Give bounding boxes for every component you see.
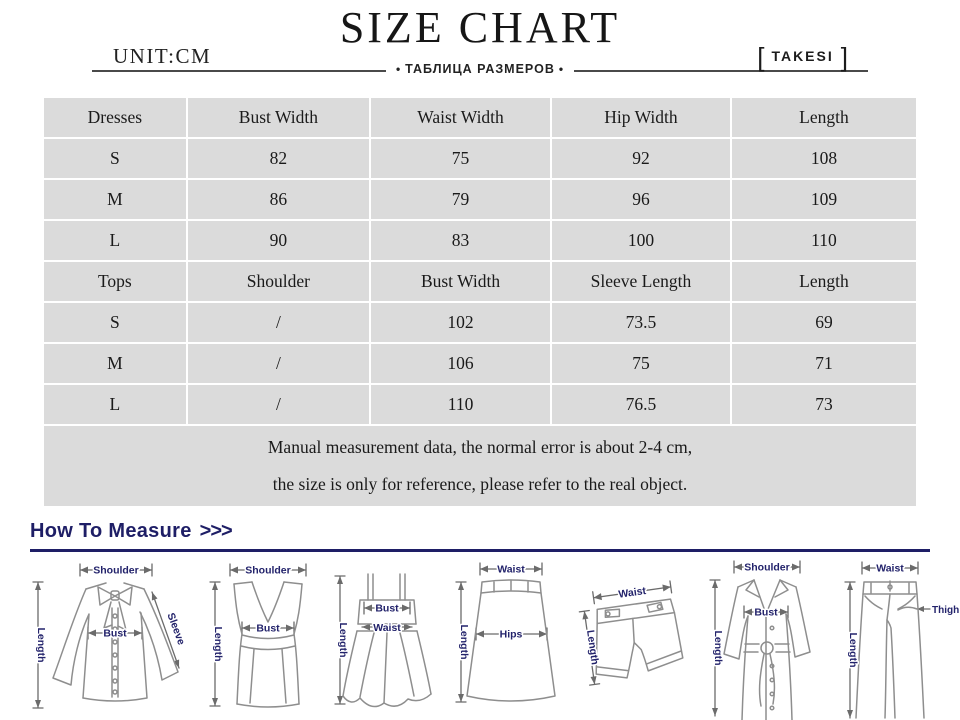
subtitle-text: ТАБЛИЦА РАЗМЕРОВ: [405, 62, 555, 76]
pants-outline: [856, 581, 924, 718]
table-header-cell: Sleeve Length: [552, 262, 730, 301]
table-cell: 108: [732, 139, 916, 178]
skirt-outline: [467, 580, 555, 701]
table-cell: S: [44, 139, 186, 178]
table-header-cell: Bust Width: [188, 98, 369, 137]
table-cell: 75: [552, 344, 730, 383]
slip-outline: [343, 574, 431, 707]
blouse-shoulder-label: Shoulder: [93, 564, 139, 577]
coat-outline: [724, 580, 810, 720]
table-cell: S: [44, 303, 186, 342]
pants-thigh-label: Thigh: [932, 605, 960, 616]
table-cell: 110: [732, 221, 916, 260]
table-cell: 90: [188, 221, 369, 260]
shorts-waist-label: Waist: [617, 584, 647, 601]
table-cell: 100: [552, 221, 730, 260]
table-cell: 110: [371, 385, 550, 424]
pants-waist-label: Waist: [876, 562, 904, 575]
measurement-note: [44, 426, 916, 506]
table-row: [44, 344, 916, 383]
table-row: [44, 180, 916, 219]
coat-length-label: Length: [712, 630, 724, 666]
table-cell: 106: [371, 344, 550, 383]
note-line-2: the size is only for reference, please refer to the real object.: [272, 474, 688, 494]
table-cell: /: [188, 344, 369, 383]
table-row-dresses-header: [44, 98, 916, 137]
table-cell: 76.5: [552, 385, 730, 424]
table-cell: 71: [732, 344, 916, 383]
table-cell: 73: [732, 385, 916, 424]
table-cell: 73.5: [552, 303, 730, 342]
subtitle: [386, 62, 574, 76]
table-header-cell: Shoulder: [188, 262, 369, 301]
table-cell: 83: [371, 221, 550, 260]
slip-waist-label: Waist: [373, 622, 401, 634]
tank-shoulder-label: Shoulder: [245, 564, 291, 577]
table-row: [44, 385, 916, 424]
bullet-icon: •: [395, 62, 402, 76]
skirt-illustration: [450, 556, 570, 720]
blouse-outline: [53, 583, 178, 701]
table-cell: 82: [188, 139, 369, 178]
table-note-row: [44, 426, 916, 506]
bracket-left: [: [757, 42, 765, 72]
table-header-cell: Dresses: [44, 98, 186, 137]
note-line-1: Manual measurement data, the normal error is about 2-4 cm,: [267, 437, 693, 457]
table-header-cell: Tops: [44, 262, 186, 301]
shorts-outline: [587, 599, 684, 683]
how-to-measure-heading: [30, 520, 232, 543]
table-cell: M: [44, 180, 186, 219]
bracket-right: ]: [840, 42, 848, 72]
brand-badge: [757, 42, 848, 73]
table-cell: M: [44, 344, 186, 383]
table-cell: 86: [188, 180, 369, 219]
table-row: [44, 303, 916, 342]
unit-label: UNIT:CM: [113, 44, 212, 68]
table-cell: /: [188, 385, 369, 424]
skirt-hips-label: Hips: [499, 628, 523, 641]
shorts-length-label: Length: [584, 629, 601, 666]
table-cell: 75: [371, 139, 550, 178]
blouse-bust-label: Bust: [103, 627, 127, 640]
pants-length-label: Length: [847, 632, 859, 668]
table-cell: L: [44, 385, 186, 424]
heading-text: How To Measure: [30, 520, 192, 542]
table-row-tops-header: [44, 262, 916, 301]
table-header-cell: Length: [732, 98, 916, 137]
blouse-illustration: [26, 556, 204, 720]
bullet-icon: •: [558, 62, 565, 76]
brand-name: TAKESI: [771, 48, 834, 64]
coat-shoulder-label: Shoulder: [744, 561, 790, 574]
coat-bust-label: Bust: [754, 606, 778, 619]
table-header-cell: Waist Width: [371, 98, 550, 137]
measurement-figures: [0, 556, 960, 720]
tank-bust-label: Bust: [256, 622, 280, 635]
skirt-waist-label: Waist: [497, 563, 525, 576]
how-to-measure-divider: [30, 549, 930, 552]
table-row: [44, 221, 916, 260]
table-cell: 79: [371, 180, 550, 219]
table-header-cell: Length: [732, 262, 916, 301]
blouse-sleeve-label: Sleeve: [164, 611, 188, 647]
page-title: SIZE CHART: [339, 3, 621, 52]
table-header-cell: Bust Width: [371, 262, 550, 301]
table-cell: 69: [732, 303, 916, 342]
skirt-length-label: Length: [458, 624, 470, 660]
chevrons-icon: >>>: [199, 520, 232, 542]
table-row: [44, 139, 916, 178]
tank-outline: [234, 582, 302, 707]
table-cell: 92: [552, 139, 730, 178]
table-cell: L: [44, 221, 186, 260]
coat-illustration: [698, 556, 836, 720]
slip-bust-label: Bust: [375, 602, 399, 615]
tank-length-label: Length: [212, 626, 224, 662]
slip-length-label: Length: [337, 622, 349, 658]
shorts-illustration: [576, 556, 700, 720]
table-header-cell: Hip Width: [552, 98, 730, 137]
blouse-length-label: Length: [35, 627, 47, 663]
table-cell: /: [188, 303, 369, 342]
table-cell: 102: [371, 303, 550, 342]
table-cell: 96: [552, 180, 730, 219]
slip-dress-illustration: [330, 556, 444, 720]
pants-illustration: [830, 556, 960, 720]
size-table: [42, 96, 918, 508]
table-cell: 109: [732, 180, 916, 219]
tank-top-illustration: [206, 556, 322, 720]
